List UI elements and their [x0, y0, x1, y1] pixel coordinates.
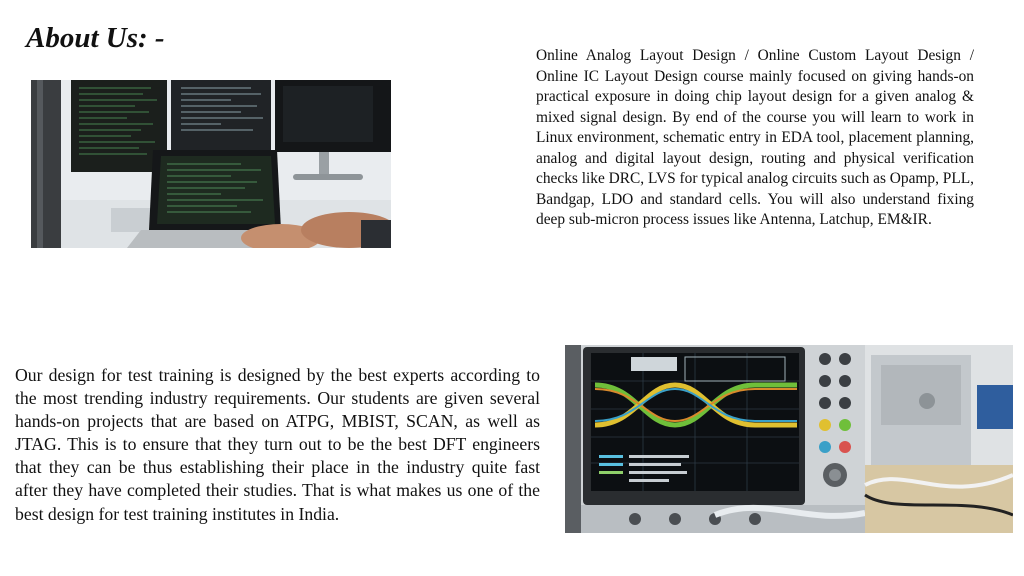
oscilloscope-eye-diagram-photo: [565, 345, 1013, 533]
page-title: About Us: -: [26, 22, 165, 54]
dft-training-paragraph: Our design for test training is designed by the best experts according to the most trending industry requirements. Our students are given several hands-on projects that are based on ATPG, MBIST, SCAN, as well as JTAG. This is to ensure that they turn out to be the best DFT engineers that they can be thus establishing their place in the industry quite fast after they have completed their studies. That is what makes us one of the best design for test training institutes in India.: [15, 365, 540, 524]
laptop-monitors-photo: [31, 80, 391, 248]
layout-course-paragraph: Online Analog Layout Design / Online Custom Layout Design / Online IC Layout Design course mainly focused on giving hands-on practical exposure in doing chip layout design for a given analog & mixed signal design. By end of the course you will learn to work in Linux environment, schematic entry in EDA tool, placement planning, analog and digital layout design, routing and physical verification checks like DRC, LVS for typical analog circuits such as Opamp, PLL, Bandgap, LDO and standard cells. You will also understand fixing deep sub-micron process issues like Antenna, Latchup, EM&IR.: [536, 47, 974, 228]
